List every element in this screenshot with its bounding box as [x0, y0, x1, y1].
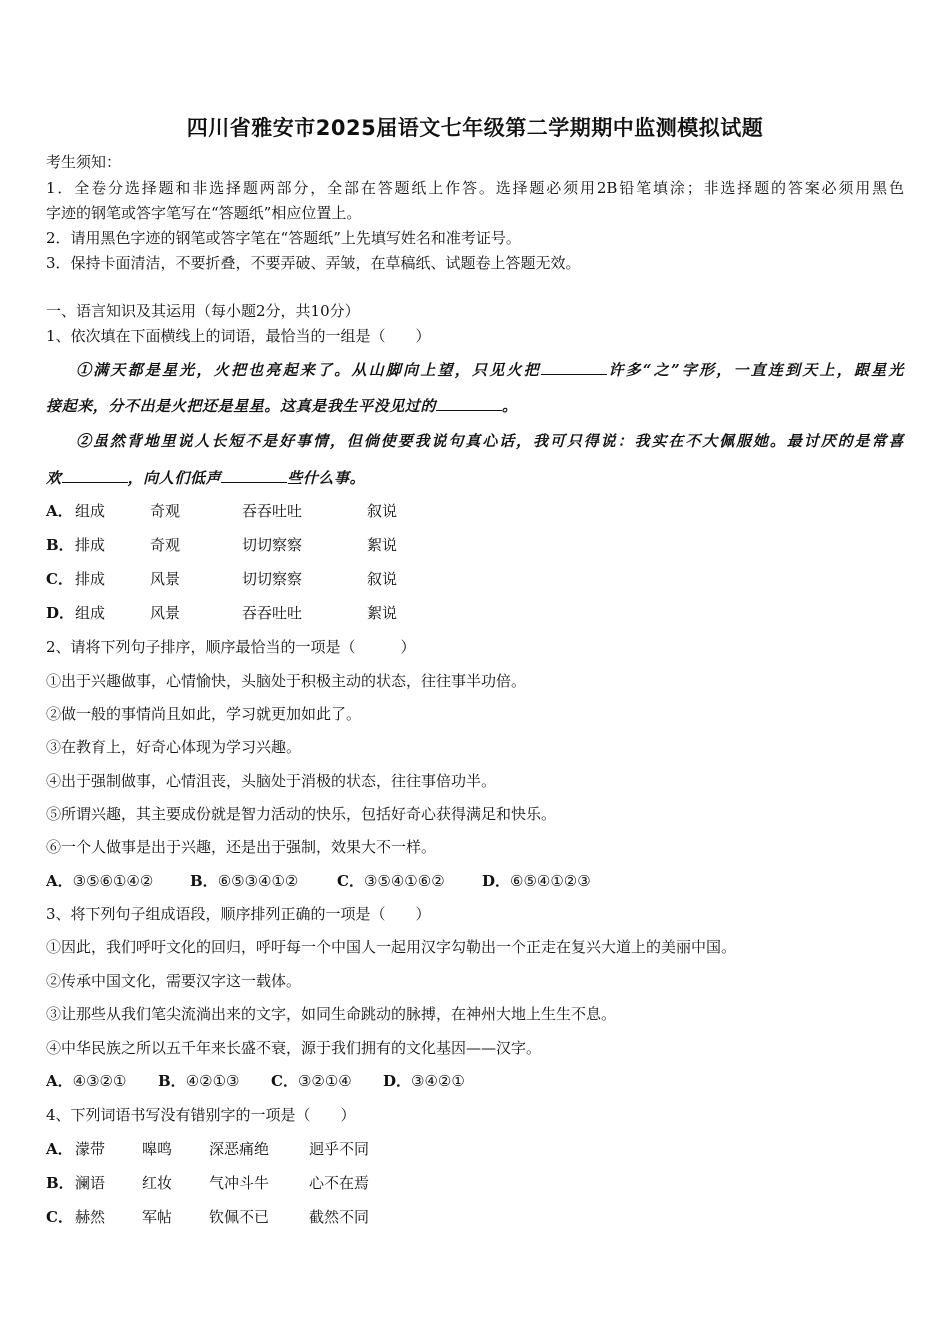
notice-item-2: 2．请用黑色字迹的钢笔或答字笔在“答题纸”上先填写姓名和准考证号。	[46, 229, 521, 247]
section-heading: 一、语言知识及其运用（每小题2分，共10分）	[46, 302, 360, 320]
q2-option-b[interactable]: B．⑥⑤③④①②	[190, 872, 299, 890]
q3-sentence-3: ③让那些从我们笔尖流淌出来的文字，如同生命跳动的脉搏，在神州大地上生生不息。	[46, 1005, 617, 1023]
q1-passage-1-line1: ①满天都是星光，火把也亮起来了。从山脚向上望，只见火把 许多“之”字形，一直连到天上，跟星光	[76, 361, 904, 379]
q2-stem: 2、请将下列句子排序，顺序最恰当的一项是（ ）	[46, 638, 416, 656]
q1-passage-1-line2: 接起来，分不出是火把还是星星。这真是我生平没见过的 。	[46, 397, 518, 415]
q1-passage-2-line1: ②虽然背地里说人长短不是好事情，但倘使要我说句真心话，我可只得说：我实在不大佩服她。最讨厌的是常喜	[76, 432, 904, 450]
q2-sentence-4: ④出于强制做事，心情沮丧，头脑处于消极的状态，往往事倍功半。	[46, 772, 497, 790]
q2-sentence-6: ⑥一个人做事是出于兴趣，还是出于强制，效果大不一样。	[46, 838, 437, 856]
q4-option-a[interactable]: A． 濛带 嗥鸣 深恶痛绝 迥乎不同	[46, 1140, 370, 1158]
fill-blank	[221, 468, 287, 483]
q2-sentence-5: ⑤所谓兴趣，其主要成份就是智力活动的快乐，包括好奇心获得满足和快乐。	[46, 805, 557, 823]
q2-sentence-1: ①出于兴趣做事，心情愉快，头脑处于积极主动的状态，往往事半功倍。	[46, 672, 527, 690]
notice-heading: 考生须知：	[46, 153, 122, 171]
q2-sentence-3: ③在教育上，好奇心体现为学习兴趣。	[46, 738, 302, 756]
q3-option-a[interactable]: A．④③②①	[46, 1072, 127, 1090]
q1-option-a[interactable]: A． 组成 奇观 吞吞吐吐 叙说	[46, 502, 398, 520]
q2-option-c[interactable]: C．③⑤④①⑥②	[337, 872, 445, 890]
q2-option-d[interactable]: D．⑥⑤④①②③	[482, 872, 591, 890]
q1-option-b[interactable]: B． 排成 奇观 切切察察 絮说	[46, 536, 398, 554]
exam-title: 四川省雅安市2025届语文七年级第二学期期中监测模拟试题	[186, 116, 764, 140]
q3-stem: 3、将下列句子组成语段，顺序排列正确的一项是（ ）	[46, 905, 431, 923]
fill-blank	[541, 360, 607, 375]
q4-stem: 4、下列词语书写没有错别字的一项是（ ）	[46, 1106, 356, 1124]
q1-passage-2-line2: 欢 ，向人们低声 些什么事。	[46, 469, 366, 487]
q3-option-c[interactable]: C．③②①④	[271, 1072, 352, 1090]
q2-sentence-2: ②做一般的事情尚且如此，学习就更加如此了。	[46, 705, 362, 723]
q1-option-c[interactable]: C． 排成 风景 切切察察 叙说	[46, 570, 398, 588]
q4-option-b[interactable]: B． 澜语 红妆 气冲斗牛 心不在焉	[46, 1174, 370, 1192]
q1-option-d[interactable]: D． 组成 风景 吞吞吐吐 絮说	[46, 604, 398, 622]
q3-sentence-4: ④中华民族之所以五千年来长盛不衰，源于我们拥有的文化基因——汉字。	[46, 1039, 542, 1057]
notice-item-3: 3．保持卡面清洁，不要折叠，不要弄破、弄皱，在草稿纸、试题卷上答题无效。	[46, 254, 581, 272]
q3-sentence-2: ②传承中国文化，需要汉字这一载体。	[46, 972, 302, 990]
q3-sentence-1: ①因此，我们呼吁文化的回归，呼吁每一个中国人一起用汉字勾勒出一个正走在复兴大道上的美丽中国。	[46, 938, 737, 956]
fill-blank	[436, 396, 502, 411]
q3-option-d[interactable]: D．③④②①	[383, 1072, 465, 1090]
notice-item-1: 1．全卷分选择题和非选择题两部分，全部在答题纸上作答。选择题必须用2B铅笔填涂；非选择题的答案必须用黑色	[46, 179, 904, 197]
fill-blank	[62, 468, 128, 483]
notice-item-1-cont: 字迹的钢笔或答字笔写在“答题纸”相应位置上。	[46, 204, 362, 222]
q1-stem: 1、依次填在下面横线上的词语，最恰当的一组是（ ）	[46, 327, 431, 345]
q4-option-c[interactable]: C． 赫然 军帖 钦佩不已 截然不同	[46, 1208, 370, 1226]
q3-option-b[interactable]: B．④②①③	[158, 1072, 240, 1090]
q2-option-a[interactable]: A．③⑤⑥①④②	[46, 872, 154, 890]
